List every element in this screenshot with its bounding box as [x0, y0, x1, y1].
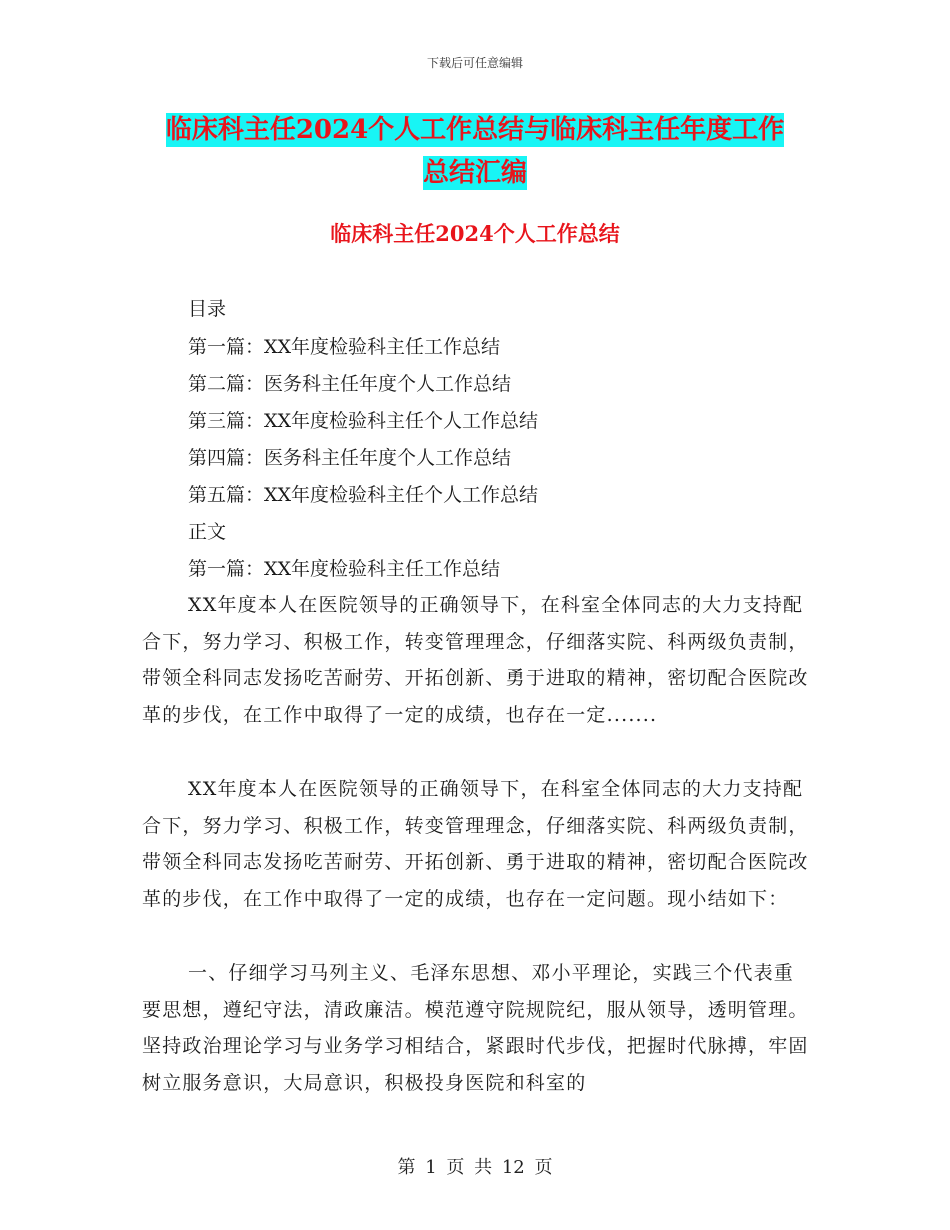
- toc-item-1: 第一篇：XX年度检验科主任工作总结: [188, 336, 501, 358]
- page-footer: 第 1 页 共 12 页: [397, 1157, 553, 1178]
- toc-item-3: 第三篇：XX年度检验科主任个人工作总结: [188, 410, 539, 432]
- toc-item-4: 第四篇：医务科主任年度个人工作总结: [188, 447, 512, 469]
- body-paragraph-3: 一、仔细学习马列主义、毛泽东思想、邓小平理论，实践三个代表重要思想，遵纪守法，清政廉洁。模范遵守院规院纪，服从领导，透明管理。坚持政治理论学习与业务学习相结合，紧跟时代步伐，把握时代脉搏，牢固树立服务意识，大局意识，积极投身医院和科室的: [142, 962, 809, 1095]
- body-paragraph-1: XX年度本人在医院领导的正确领导下，在科室全体同志的大力支持配合下，努力学习、积极工作，转变管理理念，仔细落实院、科两级负责制，带领全科同志发扬吃苦耐劳、开拓创新、勇于进取的精神，密切配合医院改革的步伐，在工作中取得了一定的成绩，也存在一定.......: [142, 594, 809, 727]
- section-title: 临床科主任2024个人工作总结: [330, 221, 620, 246]
- toc-item-5: 第五篇：XX年度检验科主任个人工作总结: [188, 484, 539, 506]
- toc-item-2: 第二篇：医务科主任年度个人工作总结: [188, 373, 512, 395]
- main-title-line-2: [0, 153, 950, 193]
- main-title-text-1: 临床科主任2024个人工作总结与临床科主任年度工作: [165, 115, 785, 145]
- header-note: 下载后可任意编辑: [426, 56, 523, 70]
- main-title-text-2: 总结汇编: [422, 158, 527, 188]
- body-heading: 正文: [188, 521, 227, 543]
- body-paragraph-2: XX年度本人在医院领导的正确领导下，在科室全体同志的大力支持配合下，努力学习、积极工作，转变管理理念，仔细落实院、科两级负责制，带领全科同志发扬吃苦耐劳、开拓创新、勇于进取的精神，密切配合医院改革的步伐，在工作中取得了一定的成绩，也存在一定问题。现小结如下：: [142, 778, 809, 911]
- chapter-heading: 第一篇：XX年度检验科主任工作总结: [188, 558, 501, 580]
- toc-heading: 目录: [188, 298, 227, 320]
- main-title-line-1: [0, 110, 950, 150]
